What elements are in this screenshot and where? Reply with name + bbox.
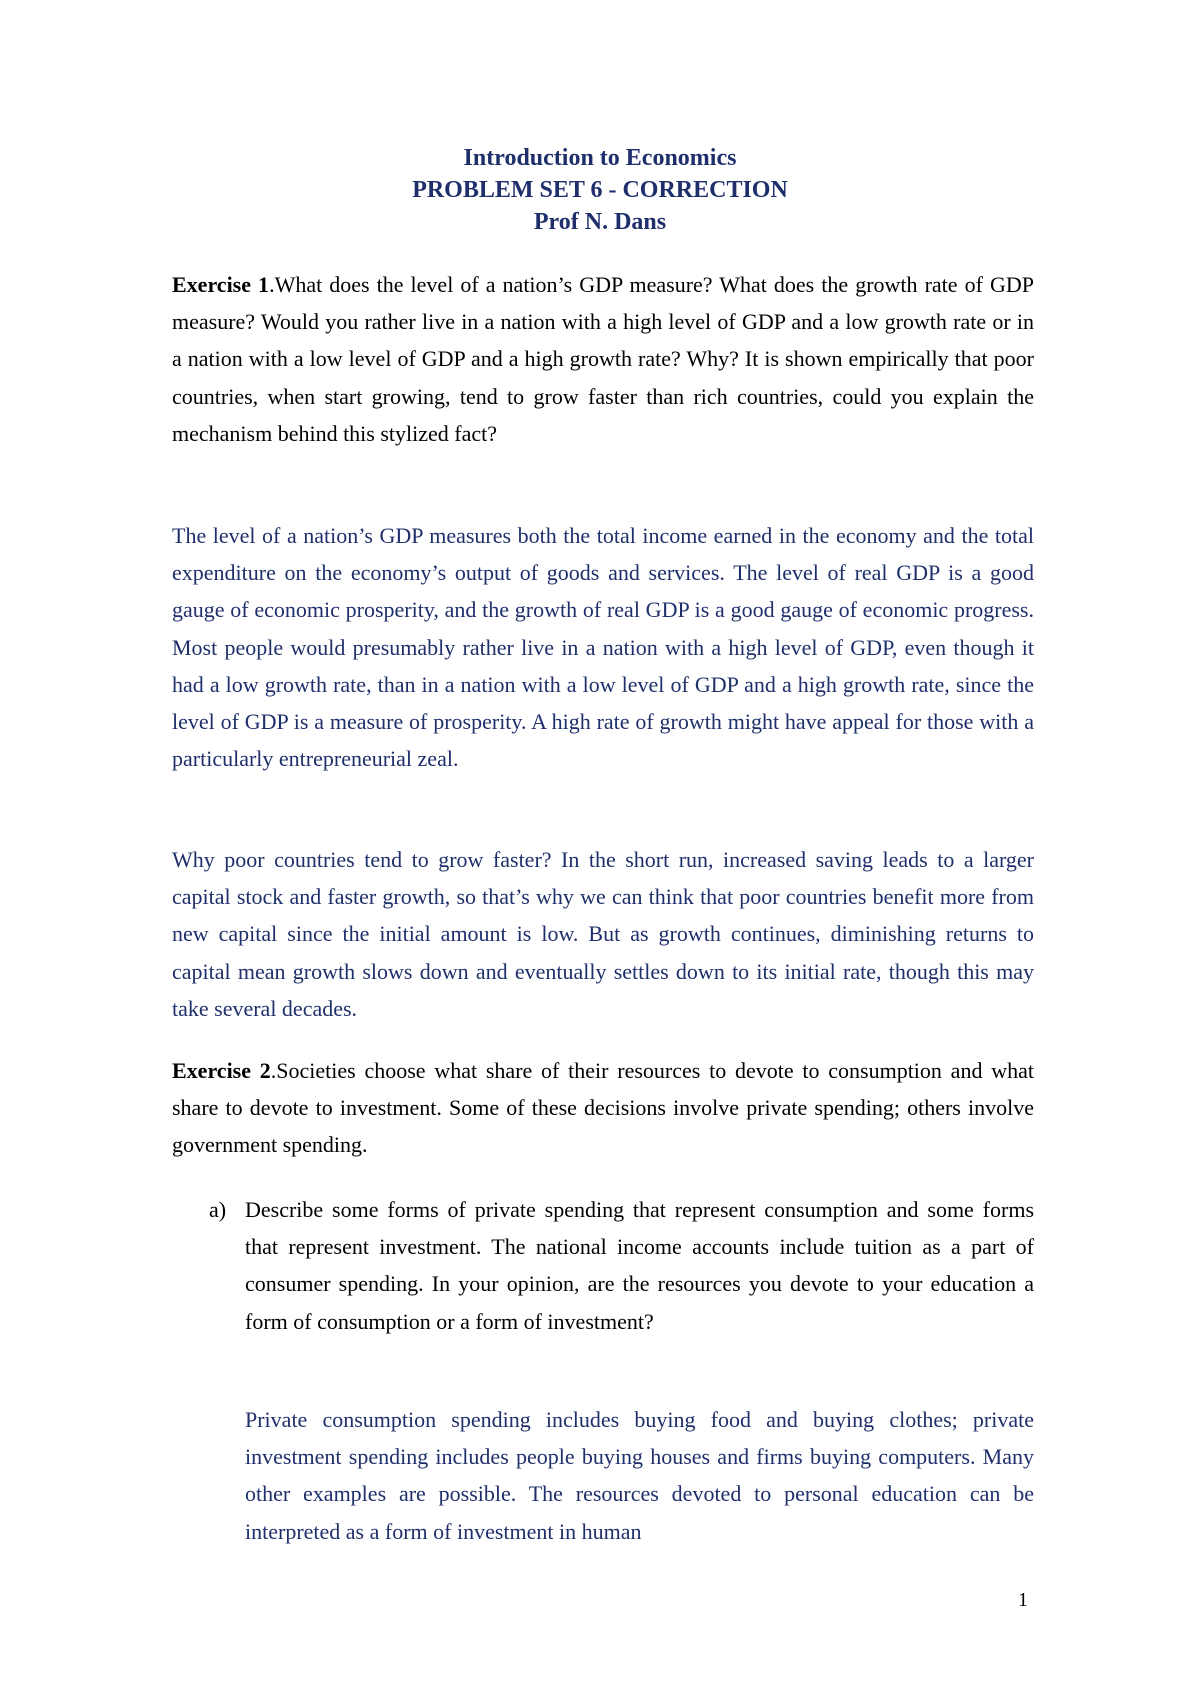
course-title: Introduction to Economics [463,145,737,171]
document-header [0,142,1200,238]
exercise-1-question-text: .What does the level of a nation’s GDP measure? What does the growth rate of GDP measure? Would you rather live in a nation with a high level of GDP and a low growth rate or in a nation with a low level of GDP and a high growth rate? Why? It is shown empirically that poor countries, when start growing, tend to grow faster than rich countries, could you explain the mechanism behind this stylized fact? [172,272,1034,446]
item-a-answer: Private consumption spending includes buying food and buying clothes; private investment spending includes people buying houses and firms buying computers. Many other examples are possible. The resources devoted to personal education can be interpreted as a form of investment in human [245,1407,1034,1544]
exercise-1-question [172,266,1034,452]
professor-name: Prof N. Dans [533,209,667,235]
problem-set-title: PROBLEM SET 6 - CORRECTION [412,177,788,203]
exercise-2-question [172,1052,1034,1164]
exercise-2-label: Exercise 2 [172,1058,271,1083]
item-a-question: Describe some forms of private spending that represent consumption and some forms that represent investment. The national income accounts include tuition as a part of consumer spending. In your opinion, are the resources you devote to your education a form of consumption or a form of investment? [245,1197,1034,1334]
exercise-1-label: Exercise 1 [172,272,270,297]
exercise-1-answer-paragraph-1: The level of a nation’s GDP measures both the total income earned in the economy and the total expenditure on the economy’s output of goods and services. The level of real GDP is a good gauge of economic prosperity, and the growth of real GDP is a good gauge of economic progress. Most people would presumably rather live in a nation with a high level of GDP, even though it had a low growth rate, than in a nation with a low level of GDP and a high growth rate, since the level of GDP is a measure of prosperity. A high rate of growth might have appeal for those with a particularly entrepreneurial zeal. [172,523,1034,772]
item-a-marker: a) [209,1197,227,1222]
exercise-1-answer-paragraph-2: Why poor countries tend to grow faster? In the short run, increased saving leads to a larger capital stock and faster growth, so that’s why we can think that poor countries benefit more from new capital since the initial amount is low. But as growth continues, diminishing returns to capital mean growth slows down and eventually settles down to its initial rate, though this may take several decades. [172,847,1034,1021]
exercise-2-question-text: .Societies choose what share of their resources to devote to consumption and what share to devote to investment. Some of these decisions involve private spending; others involve government spending. [172,1058,1034,1158]
page-number: 1 [1018,1589,1028,1611]
